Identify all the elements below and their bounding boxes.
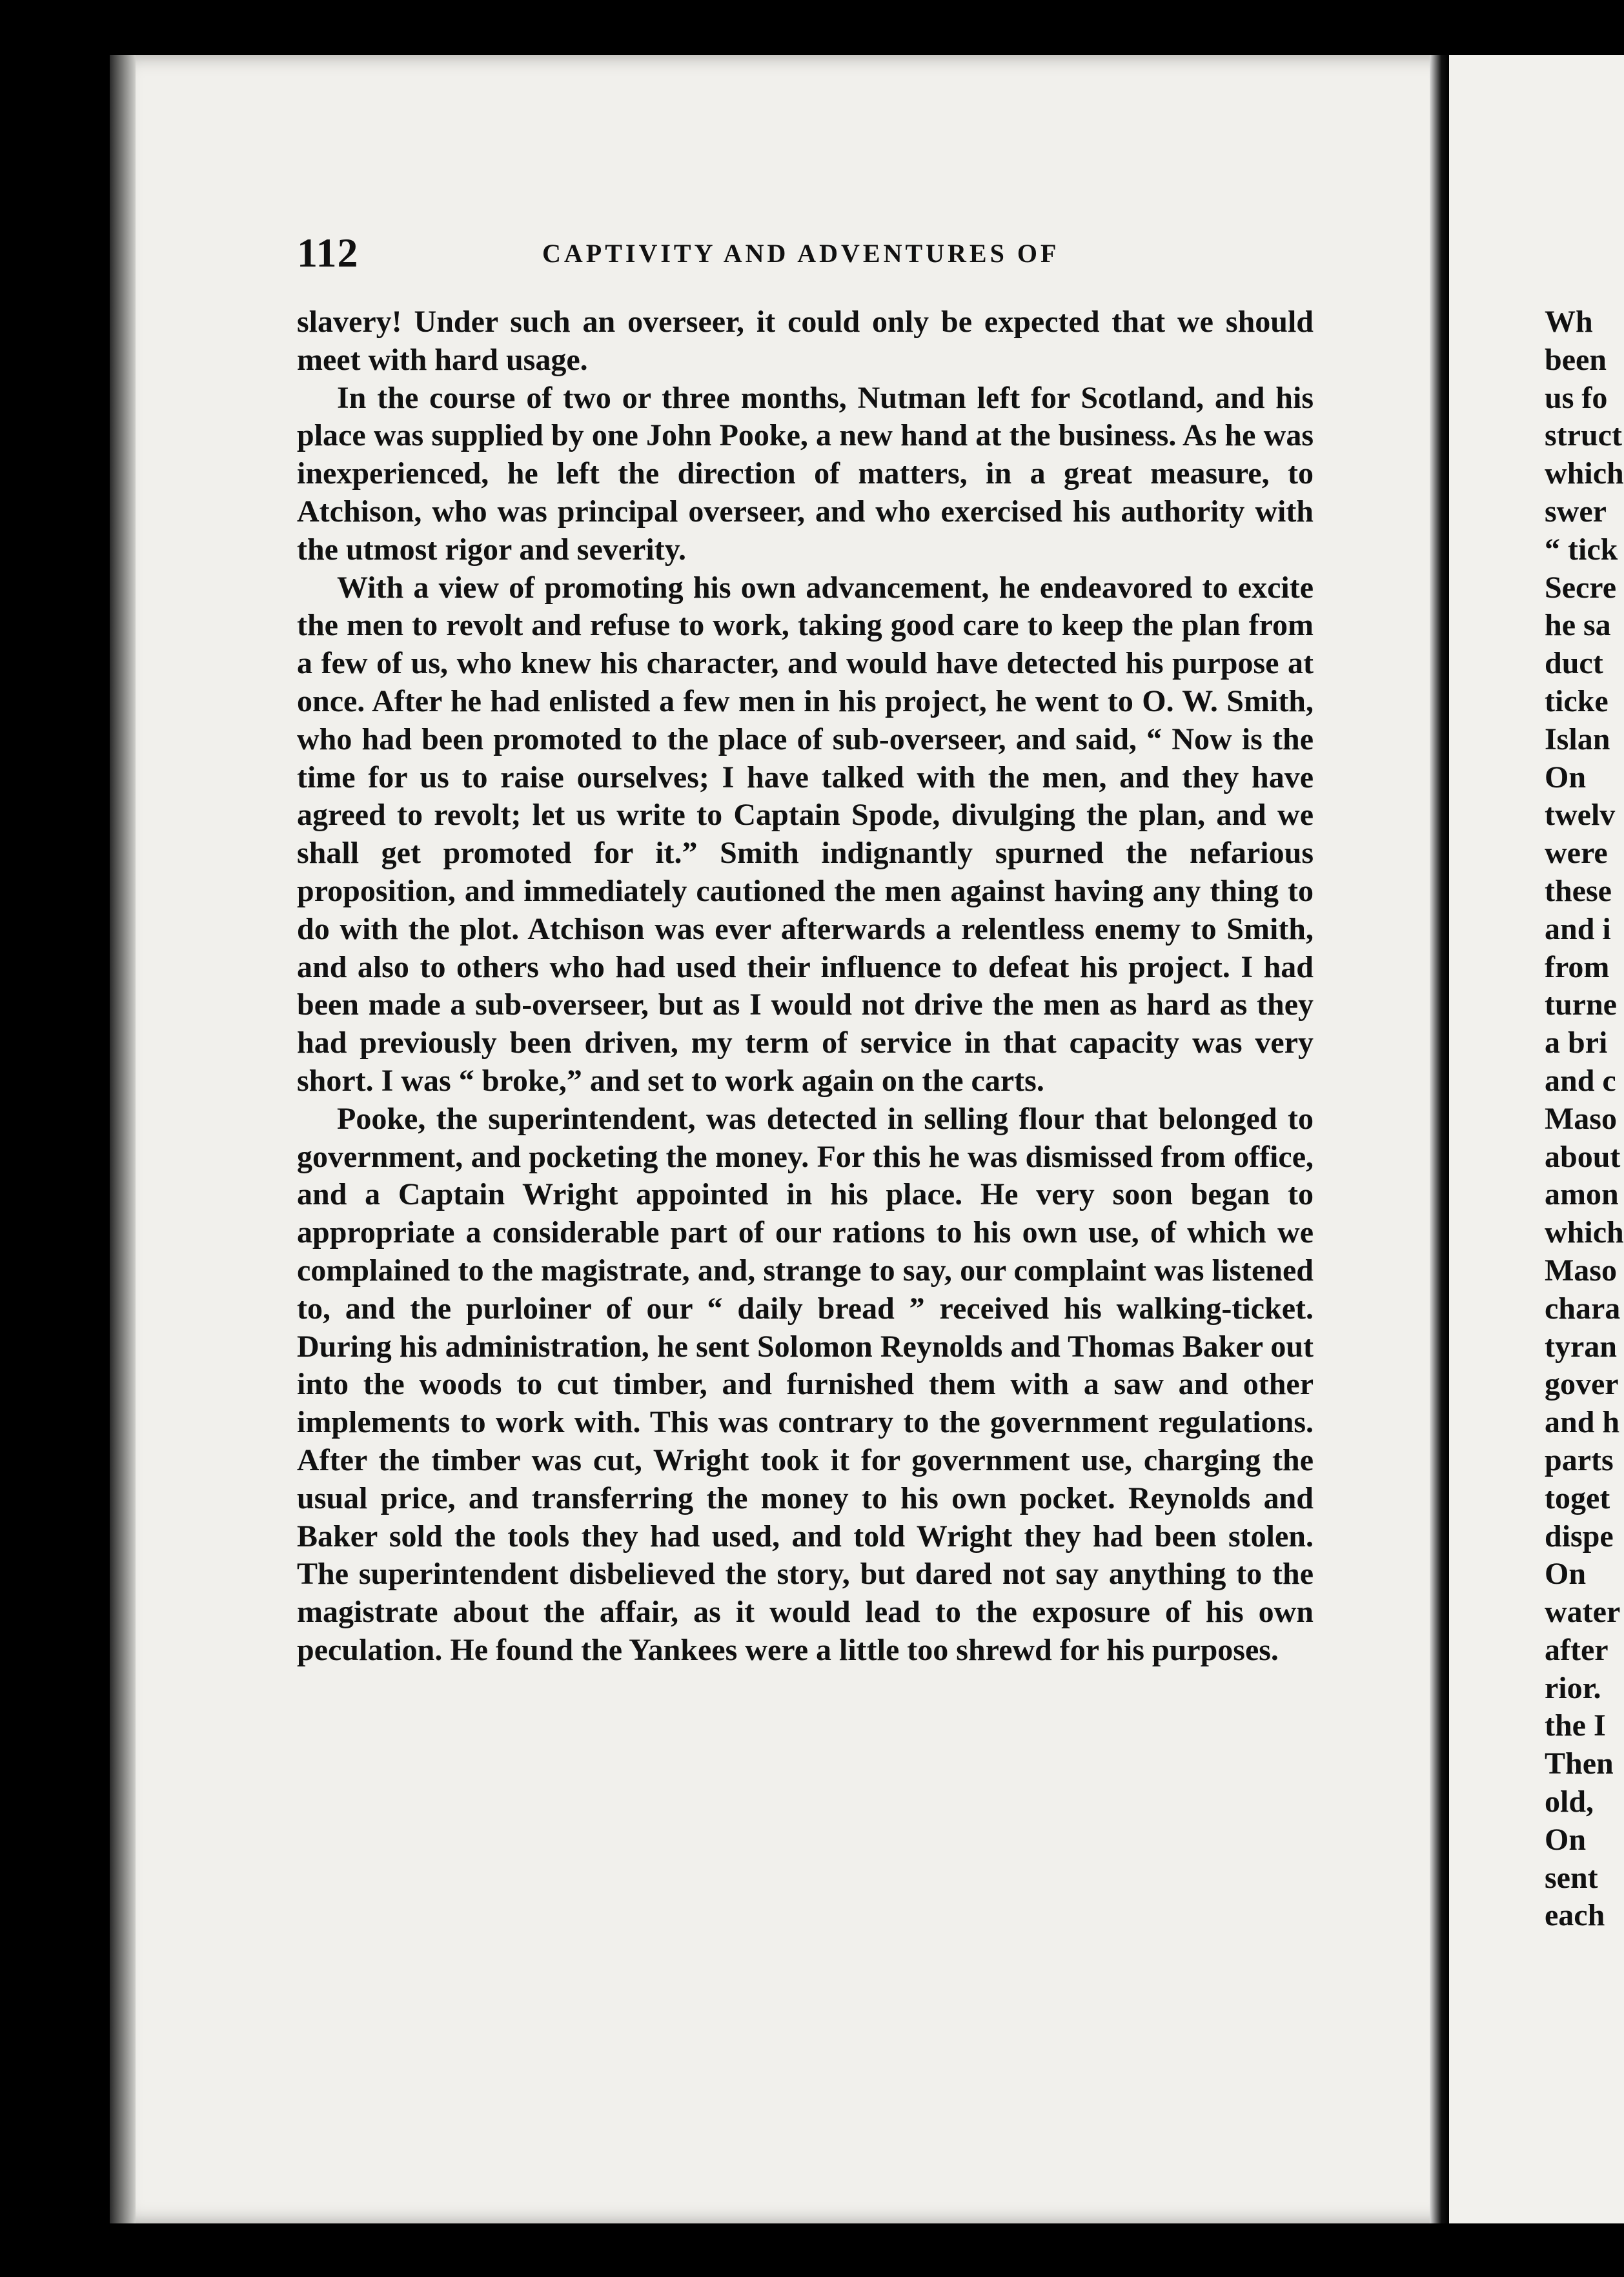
facing-page-line: sent — [1545, 1860, 1598, 1895]
facing-page-line: On — [1545, 1557, 1587, 1592]
facing-page-line: chara — [1545, 1291, 1621, 1326]
facing-page-line: old, — [1545, 1785, 1594, 1819]
facing-page-line: turne — [1545, 987, 1617, 1022]
facing-page-text — [1545, 303, 1624, 1935]
facing-page-line: parts — [1545, 1442, 1614, 1477]
facing-page-line: Maso — [1545, 1253, 1617, 1288]
facing-page-line: from — [1545, 949, 1610, 984]
facing-page-line: “ tick — [1545, 532, 1618, 567]
facing-page-line: twelv — [1545, 798, 1616, 833]
facing-page-line: struct — [1545, 418, 1622, 453]
page-body — [297, 303, 1314, 1670]
facing-page-line: after — [1545, 1632, 1609, 1667]
facing-page-line: about — [1545, 1139, 1621, 1174]
facing-page-line: the I — [1545, 1708, 1606, 1743]
facing-page-line: swer — [1545, 494, 1607, 529]
facing-page-line: On — [1545, 1822, 1587, 1857]
facing-page-line: gover — [1545, 1367, 1619, 1402]
facing-page-line: which — [1545, 1215, 1624, 1250]
facing-page-line: a bri — [1545, 1026, 1608, 1060]
facing-page-line: which — [1545, 456, 1624, 491]
facing-page-line: Islan — [1545, 722, 1610, 756]
facing-page-line: us fo — [1545, 380, 1608, 415]
facing-page-line: been — [1545, 342, 1607, 377]
facing-page-line: were — [1545, 836, 1608, 871]
facing-page-line: and i — [1545, 911, 1611, 946]
facing-page-line: and c — [1545, 1063, 1616, 1098]
facing-page-line: each — [1545, 1898, 1605, 1933]
facing-page-line: these — [1545, 873, 1612, 908]
page-number: 112 — [297, 230, 359, 276]
facing-page-line: Maso — [1545, 1101, 1617, 1136]
facing-page-line: Then — [1545, 1746, 1614, 1781]
facing-page-line: On — [1545, 760, 1587, 794]
running-header — [297, 229, 1317, 281]
facing-page-line: Secre — [1545, 570, 1617, 605]
facing-page-line: tyran — [1545, 1329, 1617, 1364]
facing-page-line: Wh — [1545, 305, 1593, 339]
facing-page-line: and h — [1545, 1405, 1620, 1440]
facing-page-line: he sa — [1545, 608, 1611, 643]
facing-page-line: duct — [1545, 646, 1603, 681]
paragraph-1: slavery! Under such an overseer, it could only be expected that we should meet with hard usage. — [297, 305, 1314, 377]
facing-page-line: dispe — [1545, 1519, 1614, 1553]
book-gutter — [1430, 55, 1449, 2223]
facing-page-line: ticke — [1545, 683, 1609, 718]
running-title: CAPTIVITY AND ADVENTURES OF — [542, 239, 1060, 268]
paragraph-2: In the course of two or three months, Nutman left for Scotland, and his place was supplied by one John Pooke, a new hand at the business. As he was inexperienced, he left the direction of matters, in a great measure, to Atchison, who was principal overseer, and who exercised his authority with the utmost rigor and severity. — [297, 380, 1314, 567]
facing-page-line: toget — [1545, 1481, 1610, 1515]
facing-page-line: water — [1545, 1595, 1621, 1630]
paragraph-3: With a view of promoting his own advancement, he endeavored to excite the men to revolt and refuse to work, taking good care to keep the plan from a few of us, who knew his character, and would have detected his purpose at once. After he had enlisted a few men in his project, he went to O. W. Smith, who had been promoted to the place of sub-overseer, and said, “ Now is the time for us to raise ourselves; I have talked with the men, and they have agreed to revolt; let us write to Captain Spode, divulging the plan, and we shall get promoted for it.” Smith indignantly spurned the nefarious proposition, and immediately cautioned the men against having any thing to do with the plot. Atchison was ever afterwards a relentless enemy to Smith, and also to others who had used their influence to defeat his project. I had been made a sub-overseer, but as I would not drive the men as hard as they had previously been driven, my term of service in that capacity was very short. I was “ broke,” and set to work again on the carts. — [297, 570, 1314, 1098]
paragraph-4: Pooke, the superintendent, was detected in selling flour that belonged to government, and pocketing the money. For this he was dismissed from office, and a Captain Wright appointed in his place. He very soon began to appropriate a considerable part of our rations to his own use, of which we complained to the magistrate, and, strange to say, our complaint was listened to, and the purloiner of our “ daily bread ” received his walking-ticket. During his administration, he sent Solomon Reynolds and Thomas Baker out into the woods to cut timber, and furnished them with a saw and other implements to work with. This was contrary to the government regulations. After the timber was cut, Wright took it for government use, charging the usual price, and transferring the money to his own pocket. Reynolds and Baker sold the tools they had used, and told Wright they had been stolen. The superintendent disbelieved the story, but dared not say anything to the magistrate about the affair, as it would lead to the exposure of his own peculation. He found the Yankees were a little too shrewd for his purposes. — [297, 1101, 1314, 1667]
facing-page-line: rior. — [1545, 1670, 1601, 1705]
facing-page-line: amon — [1545, 1177, 1619, 1212]
